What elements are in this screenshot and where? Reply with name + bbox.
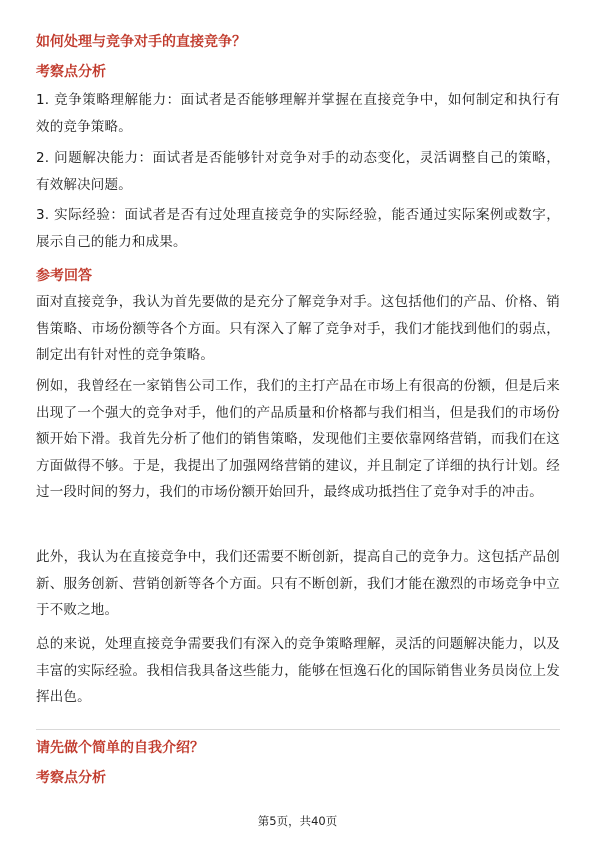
question-title: 请先做个简单的自我介绍？	[36, 740, 204, 756]
question-title: 如何处理与竞争对手的直接竞争？	[36, 34, 246, 50]
analysis-heading: 考察点分析	[36, 770, 106, 786]
answer-heading: 参考回答	[36, 268, 92, 284]
analysis-item: 1. 竞争策略理解能力：面试者是否能够理解并掌握在直接竞争中，如何制定和执行有效的竞争策略。	[36, 92, 560, 135]
analysis-heading: 考察点分析	[36, 64, 106, 80]
analysis-item: 3. 实际经验：面试者是否有过处理直接竞争的实际经验，能否通过实际案例或数字，展示自己的能力和成果。	[36, 207, 560, 250]
answer-paragraph: 此外，我认为在直接竞争中，我们还需要不断创新，提高自己的竞争力。这包括产品创新、服务创新、营销创新等各个方面。只有不断创新，我们才能在激烈的市场竞争中立于不败之地。	[36, 549, 560, 618]
answer-paragraph: 例如，我曾经在一家销售公司工作，我们的主打产品在市场上有很高的份额，但是后来出现了一个强大的竞争对手，他们的产品质量和价格都与我们相当，但是我们的市场份额开始下滑。我首先分析了他们的销售策略，发现他们主要依靠网络营销，而我们在这方面做得不够。于是，我提出了加强网络营销的建议，并且制定了详细的执行计划。经过一段时间的努力，我们的市场份额开始回升，最终成功抵挡住了竞争对手的冲击。	[36, 378, 560, 500]
answer-paragraph: 面对直接竞争，我认为首先要做的是充分了解竞争对手。这包括他们的产品、价格、销售策略、市场份额等各个方面。只有深入了解了竞争对手，我们才能找到他们的弱点，制定出有针对性的竞争策略。	[36, 294, 560, 363]
analysis-item: 2. 问题解决能力：面试者是否能够针对竞争对手的动态变化，灵活调整自己的策略，有效解决问题。	[36, 150, 560, 193]
section-divider	[36, 729, 560, 730]
page-number: 第5页，共40页	[257, 814, 338, 828]
answer-paragraph: 总的来说，处理直接竞争需要我们有深入的竞争策略理解，灵活的问题解决能力，以及丰富的实际经验。我相信我具备这些能力，能够在恒逸石化的国际销售业务员岗位上发挥出色。	[36, 636, 560, 705]
